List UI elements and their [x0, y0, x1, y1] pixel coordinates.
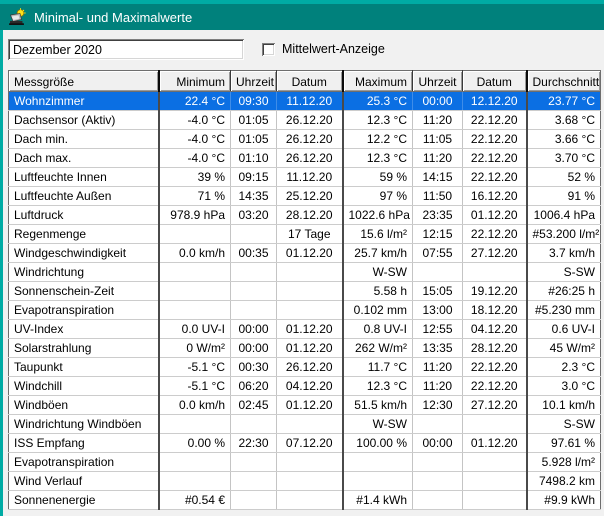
cell-messgroesse: Windrichtung	[9, 263, 159, 282]
titlebar	[0, 4, 604, 30]
table-row[interactable]	[9, 301, 601, 320]
cell-datum-max: 18.12.20	[463, 301, 527, 320]
cell-durchschnitt: 23.77 °C	[527, 92, 601, 111]
cell-minimum: 0 W/m²	[159, 339, 231, 358]
cell-messgroesse: Sonnenenergie	[9, 491, 159, 510]
cell-uhrzeit-max: 14:15	[413, 168, 463, 187]
cell-uhrzeit-max: 15:05	[413, 282, 463, 301]
cell-datum-max: 22.12.20	[463, 168, 527, 187]
table-row[interactable]	[9, 320, 601, 339]
cell-maximum: 25.3 °C	[343, 92, 413, 111]
cell-messgroesse: Dach min.	[9, 130, 159, 149]
cell-maximum	[343, 453, 413, 472]
cell-datum-min	[277, 282, 343, 301]
cell-uhrzeit-min	[231, 453, 277, 472]
cell-uhrzeit-max: 11:20	[413, 149, 463, 168]
cell-messgroesse: Solarstrahlung	[9, 339, 159, 358]
cell-messgroesse: Dach max.	[9, 149, 159, 168]
cell-uhrzeit-min: 02:45	[231, 396, 277, 415]
cell-datum-max	[463, 491, 527, 510]
cell-maximum: 12.3 °C	[343, 111, 413, 130]
table-row[interactable]	[9, 168, 601, 187]
cell-datum-min: 17 Tage	[277, 225, 343, 244]
cell-datum-max: 27.12.20	[463, 244, 527, 263]
table-row[interactable]	[9, 92, 601, 111]
cell-maximum: 11.7 °C	[343, 358, 413, 377]
cell-uhrzeit-max: 11:20	[413, 377, 463, 396]
cell-maximum: 59 %	[343, 168, 413, 187]
cell-durchschnitt: 2.3 °C	[527, 358, 601, 377]
cell-uhrzeit-max: 23:35	[413, 206, 463, 225]
cell-datum-max: 22.12.20	[463, 377, 527, 396]
table-row[interactable]	[9, 149, 601, 168]
cell-datum-max: 22.12.20	[463, 130, 527, 149]
cell-datum-min: 01.12.20	[277, 396, 343, 415]
table-row[interactable]	[9, 377, 601, 396]
cell-uhrzeit-min	[231, 225, 277, 244]
cell-durchschnitt: #9.9 kWh	[527, 491, 601, 510]
cell-datum-max	[463, 472, 527, 491]
cell-datum-max: 01.12.20	[463, 206, 527, 225]
cell-uhrzeit-max: 11:05	[413, 130, 463, 149]
cell-durchschnitt: 3.0 °C	[527, 377, 601, 396]
weather-station-icon	[8, 8, 26, 26]
cell-maximum: 12.3 °C	[343, 377, 413, 396]
cell-uhrzeit-min: 09:30	[231, 92, 277, 111]
mittelwert-checkbox[interactable]	[262, 43, 275, 56]
cell-datum-max: 16.12.20	[463, 187, 527, 206]
cell-messgroesse: Luftfeuchte Innen	[9, 168, 159, 187]
cell-minimum: 71 %	[159, 187, 231, 206]
cell-datum-min: 28.12.20	[277, 206, 343, 225]
column-header-datum-max[interactable]: Datum	[463, 71, 527, 92]
cell-datum-min: 07.12.20	[277, 434, 343, 453]
cell-uhrzeit-min: 00:00	[231, 320, 277, 339]
column-header-messgroesse[interactable]: Messgröße	[9, 71, 159, 92]
cell-datum-min: 26.12.20	[277, 111, 343, 130]
cell-uhrzeit-min: 06:20	[231, 377, 277, 396]
table-row[interactable]	[9, 453, 601, 472]
table-row[interactable]	[9, 415, 601, 434]
cell-uhrzeit-max: 12:55	[413, 320, 463, 339]
toolbar	[8, 38, 604, 60]
cell-durchschnitt: #26:25 h	[527, 282, 601, 301]
cell-minimum: 0.0 km/h	[159, 396, 231, 415]
cell-uhrzeit-min: 03:20	[231, 206, 277, 225]
cell-datum-min: 25.12.20	[277, 187, 343, 206]
cell-datum-max	[463, 263, 527, 282]
mittelwert-checkbox-label: Mittelwert-Anzeige	[282, 42, 385, 56]
cell-uhrzeit-max: 07:55	[413, 244, 463, 263]
cell-datum-max: 22.12.20	[463, 111, 527, 130]
cell-datum-min: 26.12.20	[277, 130, 343, 149]
cell-datum-max: 01.12.20	[463, 434, 527, 453]
cell-messgroesse: Evapotranspiration	[9, 453, 159, 472]
cell-uhrzeit-max: 13:35	[413, 339, 463, 358]
cell-datum-min: 26.12.20	[277, 358, 343, 377]
table-row[interactable]	[9, 339, 601, 358]
table-row[interactable]	[9, 187, 601, 206]
cell-maximum: 25.7 km/h	[343, 244, 413, 263]
cell-maximum: 12.3 °C	[343, 149, 413, 168]
cell-uhrzeit-min: 00:35	[231, 244, 277, 263]
cell-uhrzeit-min	[231, 472, 277, 491]
cell-durchschnitt: 52 %	[527, 168, 601, 187]
cell-messgroesse: Windgeschwindigkeit	[9, 244, 159, 263]
cell-messgroesse: ISS Empfang	[9, 434, 159, 453]
cell-durchschnitt: 10.1 km/h	[527, 396, 601, 415]
cell-messgroesse: UV-Index	[9, 320, 159, 339]
cell-datum-max: 27.12.20	[463, 396, 527, 415]
cell-uhrzeit-min	[231, 491, 277, 510]
cell-datum-max: 22.12.20	[463, 358, 527, 377]
cell-minimum: 0.0 UV-I	[159, 320, 231, 339]
table-row[interactable]	[9, 358, 601, 377]
cell-maximum: W-SW	[343, 415, 413, 434]
cell-messgroesse: Sonnenschein-Zeit	[9, 282, 159, 301]
cell-durchschnitt: 3.68 °C	[527, 111, 601, 130]
cell-maximum: 12.2 °C	[343, 130, 413, 149]
cell-maximum: 0.102 mm	[343, 301, 413, 320]
cell-datum-max	[463, 453, 527, 472]
column-header-uhrzeit-min[interactable]: Uhrzeit	[231, 71, 277, 92]
cell-durchschnitt: S-SW	[527, 415, 601, 434]
cell-uhrzeit-max: 11:50	[413, 187, 463, 206]
cell-messgroesse: Taupunkt	[9, 358, 159, 377]
cell-uhrzeit-max: 11:20	[413, 111, 463, 130]
cell-datum-max	[463, 415, 527, 434]
cell-messgroesse: Luftfeuchte Außen	[9, 187, 159, 206]
cell-datum-min	[277, 415, 343, 434]
cell-uhrzeit-min	[231, 415, 277, 434]
column-header-datum-min[interactable]: Datum	[277, 71, 343, 92]
cell-uhrzeit-min: 00:00	[231, 339, 277, 358]
cell-durchschnitt: 3.7 km/h	[527, 244, 601, 263]
column-header-maximum[interactable]: Maximum	[343, 71, 413, 92]
cell-uhrzeit-min: 01:10	[231, 149, 277, 168]
minmax-table	[8, 70, 601, 510]
table-row[interactable]	[9, 396, 601, 415]
cell-uhrzeit-max: 12:15	[413, 225, 463, 244]
cell-durchschnitt: 91 %	[527, 187, 601, 206]
cell-maximum: 1022.6 hPa	[343, 206, 413, 225]
cell-durchschnitt: 7498.2 km	[527, 472, 601, 491]
cell-durchschnitt: #5.230 mm	[527, 301, 601, 320]
cell-minimum: -4.0 °C	[159, 130, 231, 149]
cell-uhrzeit-max	[413, 472, 463, 491]
cell-durchschnitt: 3.70 °C	[527, 149, 601, 168]
cell-uhrzeit-min	[231, 301, 277, 320]
table-row[interactable]	[9, 282, 601, 301]
cell-datum-max: 12.12.20	[463, 92, 527, 111]
cell-datum-min: 01.12.20	[277, 320, 343, 339]
cell-messgroesse: Windchill	[9, 377, 159, 396]
cell-uhrzeit-max: 13:00	[413, 301, 463, 320]
cell-uhrzeit-max	[413, 453, 463, 472]
cell-messgroesse: Windböen	[9, 396, 159, 415]
cell-datum-max: 22.12.20	[463, 149, 527, 168]
cell-minimum: 39 %	[159, 168, 231, 187]
cell-maximum: W-SW	[343, 263, 413, 282]
cell-minimum: 0.00 %	[159, 434, 231, 453]
window-title: Minimal- und Maximalwerte	[34, 9, 193, 25]
cell-durchschnitt: 3.66 °C	[527, 130, 601, 149]
cell-minimum: 978.9 hPa	[159, 206, 231, 225]
cell-datum-min	[277, 472, 343, 491]
cell-maximum: 15.6 l/m²	[343, 225, 413, 244]
cell-datum-min: 26.12.20	[277, 149, 343, 168]
cell-messgroesse: Wind Verlauf	[9, 472, 159, 491]
cell-maximum: 100.00 %	[343, 434, 413, 453]
table-row[interactable]	[9, 130, 601, 149]
cell-minimum: 0.0 km/h	[159, 244, 231, 263]
table-row[interactable]	[9, 263, 601, 282]
cell-durchschnitt: 1006.4 hPa	[527, 206, 601, 225]
table-row[interactable]	[9, 491, 601, 510]
cell-messgroesse: Wohnzimmer	[9, 92, 159, 111]
cell-datum-min	[277, 263, 343, 282]
cell-minimum	[159, 282, 231, 301]
cell-maximum	[343, 472, 413, 491]
cell-minimum: -5.1 °C	[159, 377, 231, 396]
cell-datum-max: 28.12.20	[463, 339, 527, 358]
cell-maximum: 0.8 UV-I	[343, 320, 413, 339]
table-row[interactable]	[9, 111, 601, 130]
cell-durchschnitt: S-SW	[527, 263, 601, 282]
cell-datum-min: 01.12.20	[277, 339, 343, 358]
cell-minimum	[159, 472, 231, 491]
cell-datum-min: 04.12.20	[277, 377, 343, 396]
cell-uhrzeit-min: 14:35	[231, 187, 277, 206]
table-row[interactable]	[9, 225, 601, 244]
cell-maximum: 51.5 km/h	[343, 396, 413, 415]
cell-uhrzeit-min: 01:05	[231, 130, 277, 149]
cell-uhrzeit-min	[231, 282, 277, 301]
column-header-uhrzeit-max[interactable]: Uhrzeit	[413, 71, 463, 92]
cell-minimum: #0.54 €	[159, 491, 231, 510]
cell-maximum: 5.58 h	[343, 282, 413, 301]
cell-datum-min: 01.12.20	[277, 244, 343, 263]
cell-messgroesse: Luftdruck	[9, 206, 159, 225]
period-input[interactable]	[8, 39, 244, 60]
table-header-row	[9, 71, 601, 92]
cell-datum-min	[277, 453, 343, 472]
cell-uhrzeit-min: 09:15	[231, 168, 277, 187]
cell-maximum: 262 W/m²	[343, 339, 413, 358]
cell-minimum	[159, 263, 231, 282]
cell-maximum: 97 %	[343, 187, 413, 206]
cell-uhrzeit-max	[413, 491, 463, 510]
cell-uhrzeit-max	[413, 415, 463, 434]
cell-minimum: 22.4 °C	[159, 92, 231, 111]
cell-minimum	[159, 301, 231, 320]
cell-uhrzeit-min: 22:30	[231, 434, 277, 453]
mittelwert-checkbox-row[interactable]	[262, 42, 385, 56]
cell-minimum: -4.0 °C	[159, 111, 231, 130]
cell-messgroesse: Evapotranspiration	[9, 301, 159, 320]
cell-minimum	[159, 415, 231, 434]
cell-minimum: -4.0 °C	[159, 149, 231, 168]
cell-uhrzeit-max: 11:20	[413, 358, 463, 377]
cell-messgroesse: Regenmenge	[9, 225, 159, 244]
cell-minimum	[159, 225, 231, 244]
cell-messgroesse: Windrichtung Windböen	[9, 415, 159, 434]
cell-durchschnitt: 45 W/m²	[527, 339, 601, 358]
cell-uhrzeit-min	[231, 263, 277, 282]
cell-minimum	[159, 453, 231, 472]
table-row[interactable]	[9, 434, 601, 453]
cell-minimum: -5.1 °C	[159, 358, 231, 377]
cell-durchschnitt: 0.6 UV-I	[527, 320, 601, 339]
table-row[interactable]	[9, 206, 601, 225]
window-frame-left	[0, 30, 3, 516]
cell-durchschnitt: 97.61 %	[527, 434, 601, 453]
table-row[interactable]	[9, 244, 601, 263]
cell-datum-max: 22.12.20	[463, 225, 527, 244]
column-header-durchschnitt[interactable]: Durchschnitt	[527, 71, 601, 92]
cell-datum-max: 19.12.20	[463, 282, 527, 301]
cell-uhrzeit-min: 00:30	[231, 358, 277, 377]
cell-durchschnitt: 5.928 l/m²	[527, 453, 601, 472]
column-header-minimum[interactable]: Minimum	[159, 71, 231, 92]
cell-durchschnitt: #53.200 l/m²	[527, 225, 601, 244]
cell-datum-min: 11.12.20	[277, 168, 343, 187]
cell-datum-min: 11.12.20	[277, 92, 343, 111]
table-row[interactable]	[9, 472, 601, 491]
cell-uhrzeit-max: 00:00	[413, 92, 463, 111]
cell-messgroesse: Dachsensor (Aktiv)	[9, 111, 159, 130]
cell-datum-min	[277, 301, 343, 320]
cell-maximum: #1.4 kWh	[343, 491, 413, 510]
cell-uhrzeit-min: 01:05	[231, 111, 277, 130]
cell-datum-min	[277, 491, 343, 510]
cell-datum-max: 04.12.20	[463, 320, 527, 339]
cell-uhrzeit-max: 00:00	[413, 434, 463, 453]
cell-uhrzeit-max	[413, 263, 463, 282]
cell-uhrzeit-max: 12:30	[413, 396, 463, 415]
